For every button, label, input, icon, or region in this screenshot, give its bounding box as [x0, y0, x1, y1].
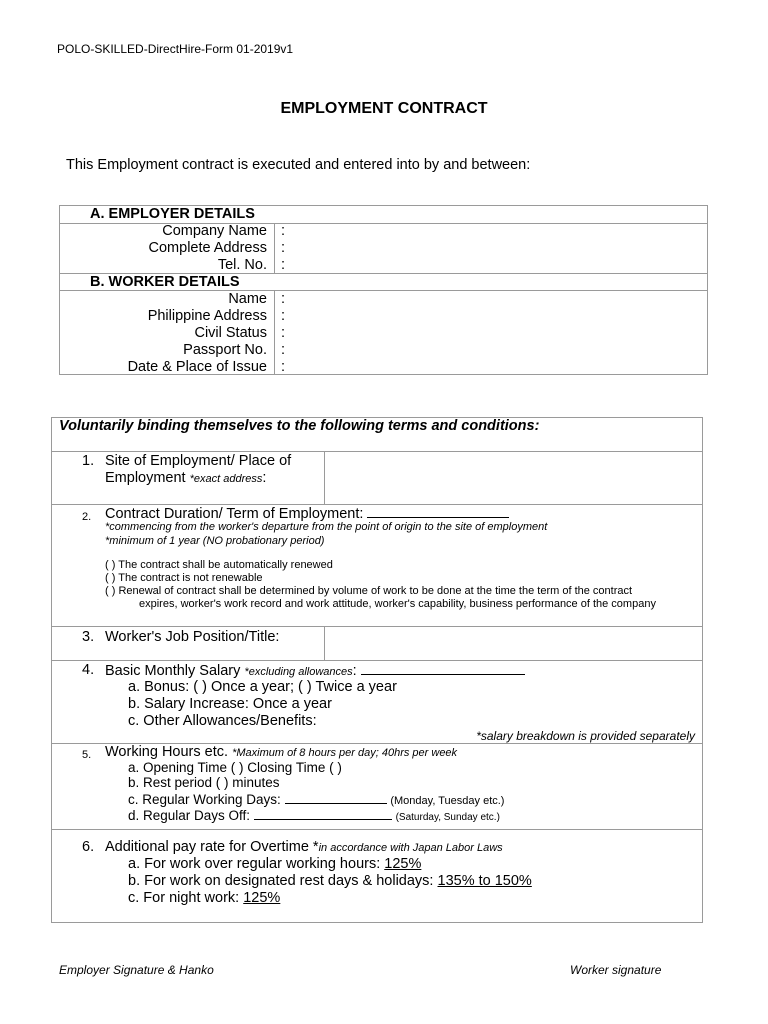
- item6-number: 6.: [82, 839, 95, 855]
- item5-sub-times: a. Opening Time ( ) Closing Time ( ): [128, 760, 342, 775]
- item3-label: Worker's Job Position/Title:: [105, 629, 280, 645]
- overtime-regular-rate: 125%: [384, 856, 422, 872]
- item6-note: in accordance with Japan Labor Laws: [318, 842, 503, 854]
- parties-table: [59, 205, 708, 375]
- site-value-cell[interactable]: [324, 451, 325, 504]
- worker-field-row: [60, 291, 707, 308]
- item5-number: 5.: [82, 749, 92, 761]
- renewal-option-none[interactable]: ( ) The contract is not renewable: [105, 572, 263, 584]
- item5-sub-days-off: [128, 807, 500, 825]
- renewal-option-volume[interactable]: ( ) Renewal of contract shall be determined by volume of work to be done at the time the term of the contract: [105, 585, 633, 597]
- terms-table: [51, 417, 703, 923]
- overtime-rest-days-label: b. For work on designated rest days & holidays:: [128, 873, 438, 889]
- field-label: Name: [228, 291, 267, 307]
- field-label: Passport No.: [183, 342, 267, 358]
- item1-label: Employment: [105, 470, 186, 486]
- days-off-blank[interactable]: [254, 807, 392, 820]
- position-value-cell[interactable]: [324, 626, 325, 660]
- item4-note: *excluding allowances: [244, 666, 353, 678]
- employer-signature-label: Employer Signature & Hanko: [59, 963, 214, 977]
- item5-note: *Maximum of 8 hours per day; 40hrs per week: [232, 747, 458, 759]
- field-label: Tel. No.: [217, 257, 267, 273]
- salary-blank[interactable]: [361, 662, 525, 675]
- field-label: Date & Place of Issue: [127, 359, 267, 375]
- employer-field-row: [60, 223, 707, 240]
- item5-sub-rest: b. Rest period ( ) minutes: [128, 775, 280, 790]
- overtime-rest-days-rate: 135% to 150%: [437, 873, 532, 889]
- worker-field-row: [60, 308, 707, 325]
- item3-number: 3.: [82, 629, 95, 645]
- overtime-night-label: c. For night work:: [128, 890, 244, 906]
- item1-colon: :: [262, 470, 267, 486]
- field-colon[interactable]: :: [281, 359, 286, 375]
- duration-blank[interactable]: [367, 505, 509, 518]
- overtime-regular-label: a. For work over regular working hours:: [128, 856, 385, 872]
- employer-field-row: [60, 240, 707, 257]
- employer-details-heading: A. EMPLOYER DETAILS: [90, 206, 255, 222]
- terms-heading: Voluntarily binding themselves to the following terms and conditions:: [59, 418, 540, 434]
- worker-field-row: [60, 325, 707, 342]
- renewal-option-auto[interactable]: ( ) The contract shall be automatically renewed: [105, 559, 333, 571]
- salary-footnote: *salary breakdown is provided separately: [476, 729, 695, 743]
- working-days-label: c. Regular Working Days:: [128, 792, 281, 807]
- field-colon[interactable]: :: [281, 223, 286, 239]
- page-title: EMPLOYMENT CONTRACT: [280, 100, 488, 117]
- item6-label-row: [105, 839, 503, 857]
- working-days-blank[interactable]: [285, 791, 387, 804]
- renewal-option-volume-cont: expires, worker's work record and work attitude, worker's capability, business performance of the company: [139, 598, 656, 610]
- item4-number: 4.: [82, 662, 95, 678]
- item1-label-line2: [105, 470, 266, 488]
- item1-number: 1.: [82, 453, 95, 469]
- item4-colon: :: [352, 663, 357, 679]
- field-label: Philippine Address: [147, 308, 267, 324]
- form-code: POLO-SKILLED-DirectHire-Form 01-2019v1: [57, 42, 294, 56]
- field-label: Complete Address: [148, 240, 267, 256]
- item4-sub-increase: b. Salary Increase: Once a year: [128, 696, 332, 712]
- field-colon[interactable]: :: [281, 240, 286, 256]
- item4-label: Basic Monthly Salary: [105, 663, 241, 679]
- item1-label-line1: Site of Employment/ Place of: [105, 453, 292, 469]
- item4-sub-allowances: c. Other Allowances/Benefits:: [128, 713, 317, 729]
- item4-sub-bonus: a. Bonus: ( ) Once a year; ( ) Twice a year: [128, 679, 397, 695]
- field-colon[interactable]: :: [281, 325, 286, 341]
- employer-field-row: [60, 257, 707, 274]
- item1-note: *exact address: [189, 473, 263, 485]
- item2-label: Contract Duration/ Term of Employment:: [105, 506, 364, 522]
- worker-details-heading: B. WORKER DETAILS: [90, 274, 240, 290]
- days-off-hint: (Saturday, Sunday etc.): [395, 812, 500, 823]
- worker-field-row: [60, 342, 707, 359]
- intro-text: This Employment contract is executed and entered into by and between:: [66, 157, 531, 173]
- item6-sub-regular: [128, 856, 421, 873]
- field-colon[interactable]: :: [281, 308, 286, 324]
- field-colon[interactable]: :: [281, 342, 286, 358]
- item5-label: Working Hours etc.: [105, 744, 229, 760]
- item6-label: Additional pay rate for Overtime *: [105, 839, 319, 855]
- working-days-hint: (Monday, Tuesday etc.): [390, 795, 505, 807]
- worker-signature-label: Worker signature: [570, 963, 662, 977]
- item2-number: 2.: [82, 511, 92, 523]
- field-label: Company Name: [162, 223, 267, 239]
- item6-sub-rest-days: [128, 873, 532, 890]
- item2-note1: *commencing from the worker's departure from the point of origin to the site of employment: [105, 521, 548, 533]
- field-label: Civil Status: [194, 325, 267, 341]
- item2-note2: *minimum of 1 year (NO probationary period): [105, 535, 325, 547]
- item6-sub-night: [128, 890, 280, 907]
- overtime-night-rate: 125%: [243, 890, 281, 906]
- field-colon[interactable]: :: [281, 291, 286, 307]
- days-off-label: d. Regular Days Off:: [128, 808, 251, 823]
- worker-field-row: [60, 359, 707, 376]
- field-colon[interactable]: :: [281, 257, 286, 273]
